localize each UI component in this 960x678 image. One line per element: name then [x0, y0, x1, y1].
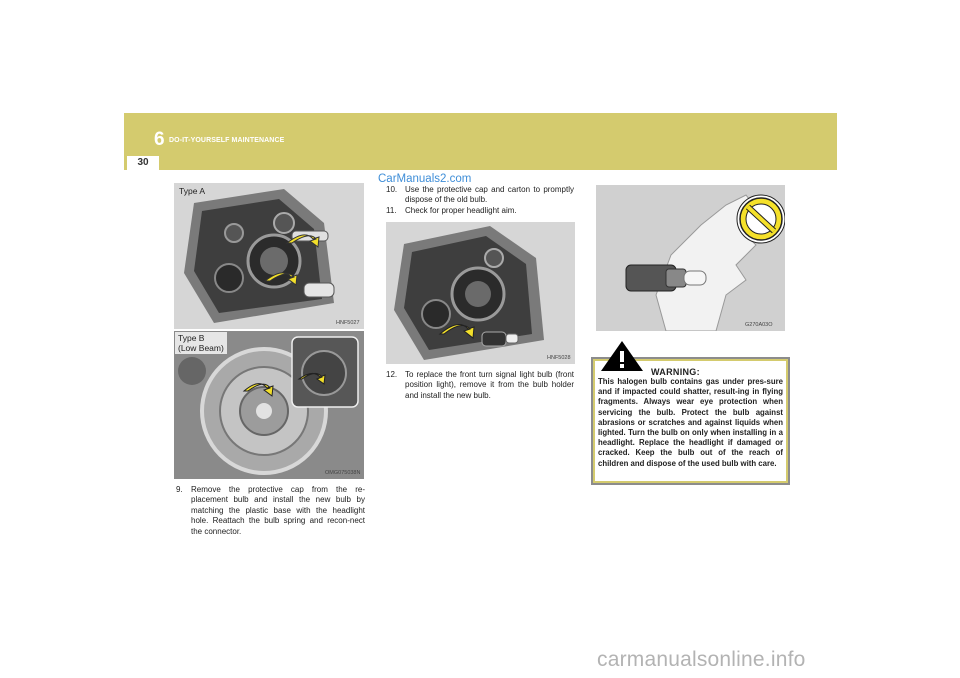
step-11-text: Check for proper headlight aim.	[405, 206, 517, 215]
chapter-title: DO-IT-YOURSELF MAINTENANCE	[169, 137, 285, 144]
figure-bulb-hand-code: G270A03O	[745, 322, 773, 328]
warning-title: WARNING:	[651, 367, 700, 377]
step-9	[176, 485, 365, 537]
figure-turn-signal	[386, 222, 575, 364]
page-number: 30	[127, 156, 159, 170]
figure-bulb-hand	[596, 185, 785, 331]
step-10-number: 10.	[386, 185, 398, 194]
step-11-number: 11.	[386, 206, 397, 215]
warning-text: This halogen bulb contains gas under pres-sure and if impacted could shatter, result-ing in flying fragments. Always wear eye protection when servicing the bulb. Protect the bulb against abrasions or scratches and against liquids when lighted. Turn the bulb on only when installing in a headlight. Replace the headlight if damaged or cracked. Keep the bulb out of the reach of children and dispose of the used bulb with care.	[598, 377, 783, 468]
figure-type-a-code: HNF5027	[336, 320, 360, 326]
step-9-number: 9.	[176, 485, 183, 494]
figure-type-b-code: OMG075038N	[325, 470, 361, 476]
figure-turn-signal-code: HNF5028	[547, 355, 571, 361]
watermark-bottom[interactable]: carmanualsonline.info	[597, 648, 806, 671]
warning-inner	[595, 361, 786, 481]
step-11	[386, 206, 574, 216]
figure-type-b-label-line2: (Low Beam)	[178, 343, 224, 353]
figure-type-a	[174, 183, 364, 329]
figure-type-a-label: Type A	[179, 186, 205, 196]
step-10-text: Use the protective cap and carton to promptly dispose of the old bulb.	[405, 185, 574, 205]
figure-type-b-label	[175, 332, 227, 354]
headlight-type-a-illustration	[174, 183, 364, 329]
chapter-number: 6	[154, 129, 165, 150]
step-10	[386, 185, 574, 206]
step-9-text: Remove the protective cap from the re-placement bulb and install the new bulb by matching the plastic base with the headlight hole. Reattach the bulb spring and recon-nect the connector.	[191, 485, 365, 536]
warning-triangle-icon	[599, 339, 645, 373]
step-12-number: 12.	[386, 370, 398, 379]
figure-type-b-label-line1: Type B	[178, 333, 205, 343]
bulb-hand-illustration	[596, 185, 785, 331]
step-12-text: To replace the front turn signal light bulb (front position light), remove it from the bulb holder and install the new bulb.	[405, 370, 574, 400]
step-12	[386, 370, 574, 401]
turn-signal-illustration	[386, 222, 575, 364]
watermark-top[interactable]: CarManuals2.com	[378, 173, 472, 185]
